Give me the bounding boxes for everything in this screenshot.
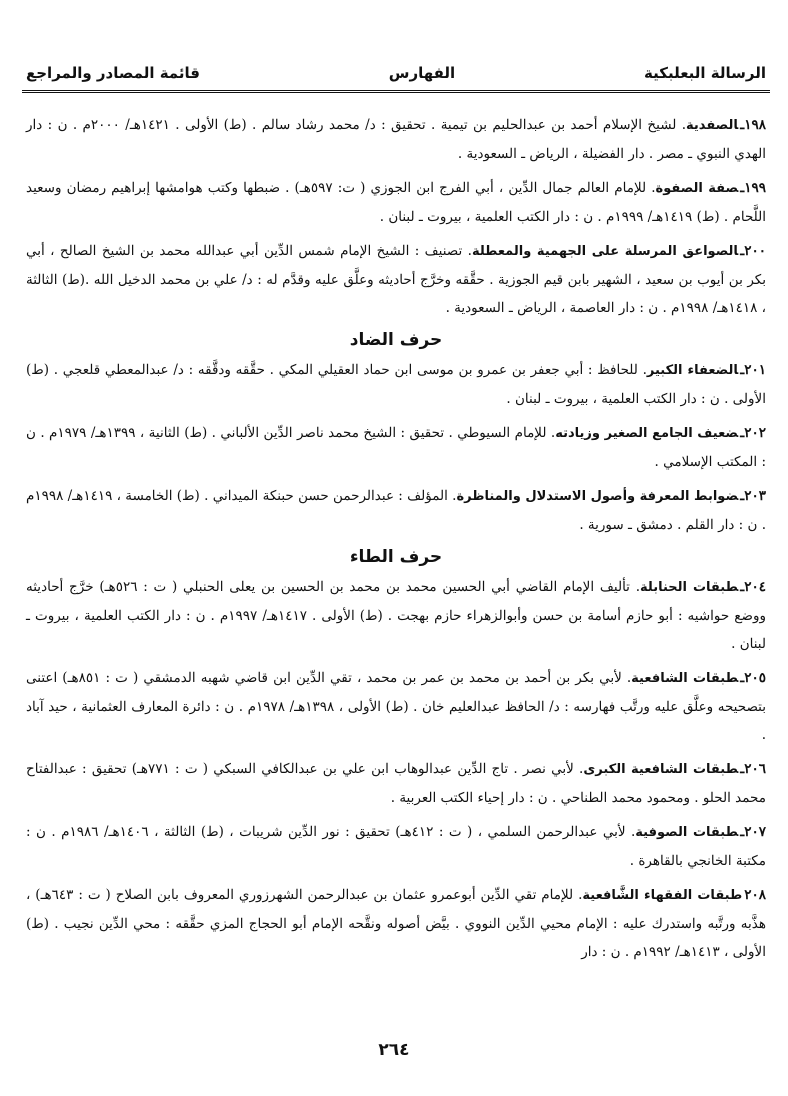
bibliography-entry xyxy=(22,755,770,812)
entry-title: الصواعق المرسلة على الجهمية والمعطلة xyxy=(471,244,739,259)
entry-text: . لأبي نصر . تاج الدِّين عبدالوهاب ابن علي بن عبدالكافي السبكي ( ت : ٧٧١هـ) تحقيق : عبدالفتاح محمد الحلو . ومحمود محمد الطناحي . ن : دار إحياء الكتب العربية . xyxy=(26,761,766,806)
entry-text: . للإمام تقي الدِّين أبوعمرو عثمان بن عبدالرحمن الشهرزوري المعروف بابن الصلاح ( ت : ٦٤٣هـ) ، هذَّبه ورتَّبه واستدرك عليه : الإمام محيي الدِّين النووي . بيَّض أصوله ونقَّحه الإمام أبو الحجاج المزي حقَّقه : محي الدِّين نجيب . (ط) الأولى ، ١٤١٣هـ/ ١٩٩٢م . ن : دار xyxy=(26,887,766,960)
entry-number: ١٩٩ـ xyxy=(740,180,766,196)
header-section: الفهارس xyxy=(388,64,456,82)
entry-number: ٢٠٢ـ xyxy=(740,425,766,441)
bibliography-entry xyxy=(22,356,770,413)
section-heading: حرف الضاد xyxy=(349,330,443,350)
entry-text: . للإمام السيوطي . تحقيق : الشيخ محمد ناصر الدِّين الألباني . (ط) الثانية ، ١٣٩٩هـ/ ١٩٧٩م . ن : المكتب الإسلامي . xyxy=(26,425,766,470)
section-heading: حرف الطاء xyxy=(349,547,443,567)
bibliography-entry xyxy=(22,174,770,231)
entry-title: طبقات الصوفية xyxy=(635,825,739,840)
bibliography-entry xyxy=(22,111,770,168)
entry-title: الصفدية xyxy=(686,118,739,133)
entry-title: صفة الصفوة xyxy=(655,181,739,196)
bibliography-entry xyxy=(22,237,770,322)
entry-number: ٢٠١ـ xyxy=(740,362,766,378)
bibliography-entry xyxy=(22,881,770,966)
page-number: ٢٦٤ xyxy=(378,1040,410,1060)
entry-number: ٢٠٤ـ xyxy=(740,579,766,595)
document-page xyxy=(22,58,770,972)
entry-title: طبقات الحنابلة xyxy=(640,580,739,595)
entry-title: طبقات الفقهاء الشَّافعية xyxy=(582,888,743,903)
entry-number: ٢٠٦ـ xyxy=(740,761,766,777)
running-header xyxy=(22,58,770,93)
entry-text: . لشيخ الإسلام أحمد بن عبدالحليم بن تيمية . تحقيق : د/ محمد رشاد سالم . (ط) الأولى . ١٤٢١هـ/ ٢٠٠٠م . ن : دار الهدي النبوي ـ مصر . دار الفضيلة ، الرياض ـ السعودية . xyxy=(26,117,766,162)
bibliography-entry xyxy=(22,664,770,749)
entry-text: . لأبي بكر بن أحمد بن محمد بن عمر بن محمد ، تقي الدِّين ابن قاضي شهبه الدمشقي ( ت : ٨٥١هـ) اعتنى بتصحيحه وعلَّق عليه ورتَّب فهارسه : د/ الحافظ عبدالعليم خان . (ط) الأولى ، ١٣٩٨هـ/ ١٩٧٨م . ن : دائرة المعارف العثمانية ، حيد آباد . xyxy=(26,670,766,743)
entry-number: ٢٠٧ـ xyxy=(740,824,766,840)
entry-title: طبقات الشافعية الكبرى xyxy=(583,762,739,777)
bibliography-entry xyxy=(22,818,770,875)
entry-text: . المؤلف : عبدالرحمن حسن حبنكة الميداني . (ط) الخامسة ، ١٤١٩هـ/ ١٩٩٨م . ن : دار القلم . دمشق ـ سورية . xyxy=(26,488,766,533)
entry-number: ٢٠٥ـ xyxy=(740,670,766,686)
header-book-title: الرسالة البعلبكية xyxy=(644,64,766,82)
bibliography-entry xyxy=(22,482,770,539)
header-chapter: قائمة المصادر والمراجع xyxy=(26,64,200,82)
entry-number: ٢٠٨ xyxy=(744,887,766,903)
entry-text: . تصنيف : الشيخ الإمام شمس الدِّين أبي عبدالله محمد بن الشيخ الصالح ، أبي بكر بن أيوب بن سعيد ، الشهير بابن قيم الجوزية . حقَّقه وخرَّج أحاديثه وعلَّق عليه وقدَّم له : د/ علي بن محمد الدخيل الله .(ط) الثالثة ، ١٤١٨هـ/ ١٩٩٨م . ن : دار العاصمة ، الرياض ـ السعودية . xyxy=(26,243,766,316)
bibliography-entry xyxy=(22,419,770,476)
entry-text: . لأبي عبدالرحمن السلمي ، ( ت : ٤١٢هـ) تحقيق : نور الدِّين شريبات ، (ط) الثالثة ، ١٤٠٦هـ/ ١٩٨٦م . ن : مكتبة الخانجي بالقاهرة . xyxy=(26,824,766,869)
entry-title: الضعفاء الكبير xyxy=(646,363,739,378)
entry-number: ١٩٨ـ xyxy=(740,117,766,133)
entry-text: . للإمام العالم جمال الدِّين ، أبي الفرج ابن الجوزي ( ت: ٥٩٧هـ) . ضبطها وكتب هوامشها إبراهيم رمضان وسعيد اللَّحام . (ط) ١٤١٩هـ/ ١٩٩٩م . ن : دار الكتب العلمية ، بيروت ـ لبنان . xyxy=(26,180,766,225)
entry-number: ٢٠٠ـ xyxy=(740,243,767,259)
bibliography-entry xyxy=(22,573,770,658)
entry-number: ٢٠٣ـ xyxy=(740,488,767,504)
entry-title: ضوابط المعرفة وأصول الاستدلال والمناظرة xyxy=(456,489,739,504)
entry-title: ضعيف الجامع الصغير وزيادته xyxy=(555,426,739,441)
entry-title: طبقات الشافعية xyxy=(631,671,739,686)
entry-text: . للحافظ : أبي جعفر بن عمرو بن موسى ابن حماد العقيلي المكي . حقَّقه ودقَّقه : د/ عبدالمعطي قلعجي . (ط) الأولى . ن : دار الكتب العلمية ، بيروت ـ لبنان . xyxy=(26,362,766,407)
entry-text: . تأليف الإمام القاضي أبي الحسين محمد بن محمد بن الحسين بن يعلى الحنبلي ( ت : ٥٢٦هـ) خرَّج أحاديثه ووضع حواشيه : أبو حازم أسامة بن حسن وأبوالزهراء حازم بهجت . (ط) الأولى . ١٤١٧هـ/ ١٩٩٧م . ن : دار الكتب العلمية ، بيروت ـ لبنان . xyxy=(26,579,766,652)
bibliography-list xyxy=(22,93,770,966)
